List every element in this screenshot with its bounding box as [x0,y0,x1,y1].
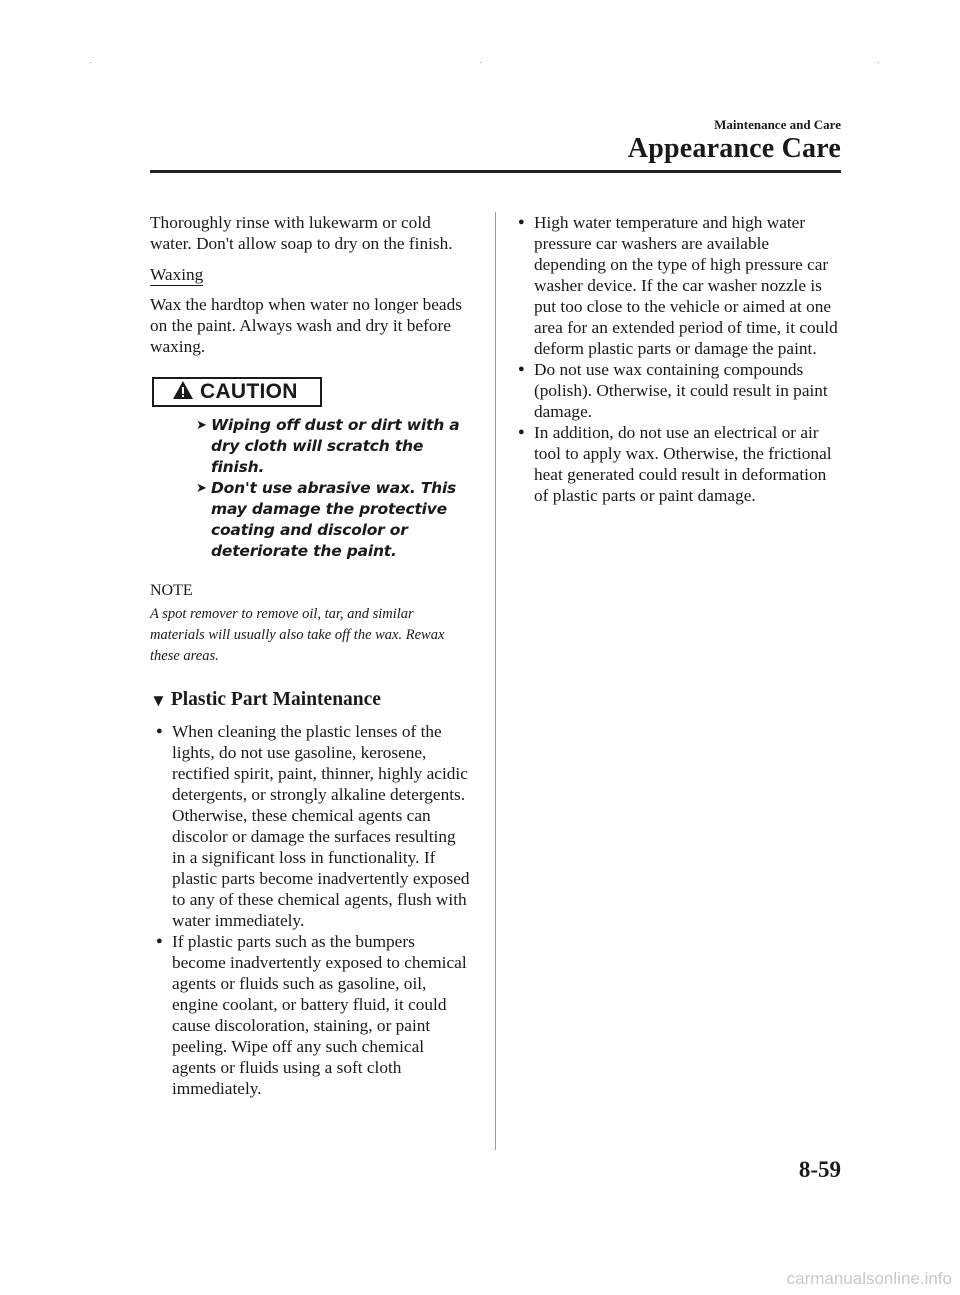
list-item [150,721,470,931]
waxing-paragraph: Wax the hardtop when water no longer beads on the paint. Always wash and dry it before waxing. [150,295,462,356]
caution-label: CAUTION [200,380,298,403]
list-item-text: Do not use wax containing compounds (polish). Otherwise, it could result in paint damage. [534,360,828,421]
page-number: 8-59 [798,1157,841,1182]
plastic-bullet-list [150,721,470,1099]
crop-mark [878,62,879,63]
list-item-text: If plastic parts such as the bumpers become inadvertently exposed to chemical agents or fluids such as gasoline, oil, engine coolant, or battery fluid, it could cause discoloration, staining, or paint peeling. Wipe off any such chemical agents or fluids using a soft cloth immediately. [172,932,467,1098]
right-bullet-list [512,212,842,506]
list-item-text: In addition, do not use an electrical or air tool to apply wax. Otherwise, the frictional heat generated could result in deformation of plastic parts or paint damage. [534,423,832,505]
column-divider [495,212,496,1150]
warning-triangle-icon [172,380,194,405]
note-label: NOTE [150,582,193,599]
left-column [150,212,470,1099]
caution-banner [152,377,322,407]
watermark: carmanualsonline.info [786,1269,952,1288]
section-label: Maintenance and Care [714,117,841,132]
dot-bullet-icon: ● [156,935,163,947]
caution-item-text: Wiping off dust or dirt with a dry cloth will scratch the finish. [211,416,460,476]
arrow-bullet-icon: ➤ [196,418,207,433]
list-item-text: When cleaning the plastic lenses of the lights, do not use gasoline, kerosene, rectified spirit, paint, thinner, highly acidic detergents, or strongly alkaline detergents. Otherwise, these chemical agents can discolor or damage the surfaces resulting in a significant loss in functionality. If plastic parts become inadvertently exposed to any of these chemical agents, flush with water immediately. [172,722,470,930]
arrow-bullet-icon: ➤ [196,481,207,496]
note-text: A spot remover to remove oil, tar, and similar materials will usually also take off the wax. Rewax these areas. [150,606,445,664]
crop-mark [480,62,481,63]
right-column [512,212,842,506]
crop-mark [90,62,91,63]
intro-paragraph: Thoroughly rinse with lukewarm or cold water. Don't allow soap to dry on the finish. [150,213,453,253]
list-item [150,931,470,1099]
plastic-heading-text: Plastic Part Maintenance [170,689,381,710]
list-item [512,422,842,506]
list-item-text: High water temperature and high water pressure car washers are available depending on the type of high pressure car washer device. If the car washer nozzle is put too close to the vehicle or aimed at one area for an extended period of time, it could deform plastic parts or damage the paint. [534,213,838,358]
plastic-section-heading [150,689,470,711]
dot-bullet-icon: ● [518,216,525,228]
caution-item [196,478,470,562]
dot-bullet-icon: ● [518,363,525,375]
caution-list [150,415,470,562]
dot-bullet-icon: ● [156,725,163,737]
waxing-heading: Waxing [150,265,204,284]
header-rule [150,170,841,173]
list-item [512,359,842,422]
dot-bullet-icon: ● [518,426,525,438]
down-triangle-icon: ▼ [150,690,167,710]
list-item [512,212,842,359]
caution-item-text: Don't use abrasive wax. This may damage the protective coating and discolor or deteriorate the paint. [211,479,457,560]
caution-item [196,415,470,478]
page-title: Appearance Care [627,133,841,164]
